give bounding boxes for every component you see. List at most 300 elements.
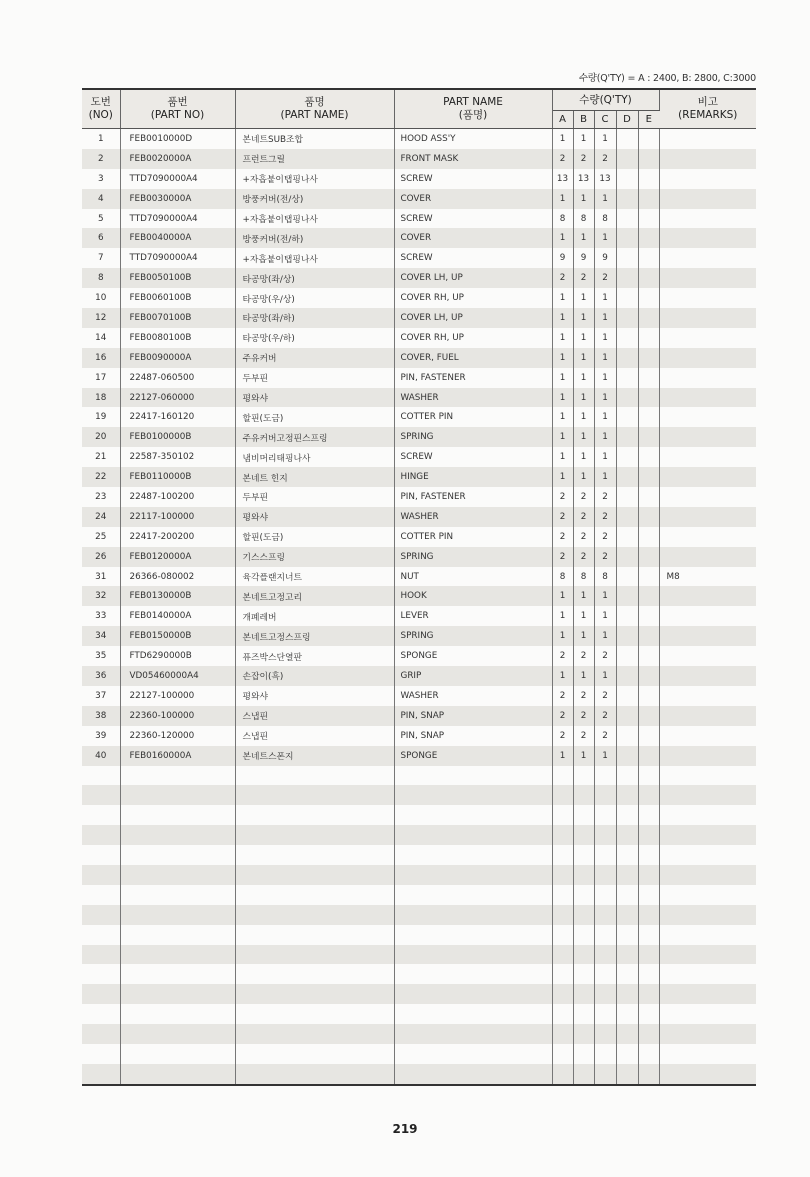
cell-qty-e: [638, 487, 659, 507]
cell-qty-c: [594, 1004, 616, 1024]
cell-part-name-en: SCREW: [394, 209, 552, 229]
cell-qty-b: 1: [573, 626, 594, 646]
cell-part-name-kr: 본네트고정스프링: [235, 626, 394, 646]
cell-part-no: FEB0050100B: [120, 268, 235, 288]
cell-qty-c: [594, 785, 616, 805]
cell-qty-c: [594, 945, 616, 965]
cell-no: [82, 766, 120, 786]
cell-remarks: [659, 865, 756, 885]
cell-remarks: M8: [666, 571, 680, 582]
cell-qty-e: [638, 606, 659, 626]
cell-qty-d: [616, 547, 638, 567]
cell-qty-d: [616, 487, 638, 507]
cell-qty-d: [616, 308, 638, 328]
cell-qty-c: 2: [594, 726, 616, 746]
cell-part-no: [120, 984, 235, 1004]
header-qty-e: E: [638, 111, 659, 129]
cell-qty-d: [616, 447, 638, 467]
cell-qty-b: [573, 1064, 594, 1085]
cell-qty-b: 1: [573, 308, 594, 328]
table-row: [82, 348, 756, 368]
cell-part-name-kr: [235, 905, 394, 925]
cell-part-no: [120, 964, 235, 984]
cell-part-name-kr: 두부핀: [235, 487, 394, 507]
cell-qty-d: [616, 348, 638, 368]
cell-qty-b: 1: [573, 427, 594, 447]
cell-qty-d: [616, 746, 638, 766]
cell-part-name-en: HOOD ASS'Y: [394, 129, 552, 149]
cell-remarks: [659, 507, 756, 527]
cell-qty-d: [616, 288, 638, 308]
cell-no: 32: [82, 586, 120, 606]
cell-no: [82, 1064, 120, 1085]
cell-qty-c: [594, 885, 616, 905]
table-row: [82, 666, 756, 686]
cell-qty-a: [552, 1044, 573, 1064]
cell-part-no: [120, 1064, 235, 1085]
cell-qty-d: [616, 865, 638, 885]
cell-remarks: [659, 885, 756, 905]
cell-part-name-kr: 타공망(좌/상): [235, 268, 394, 288]
table-row: [82, 507, 756, 527]
cell-qty-e: [638, 984, 659, 1004]
cell-remarks: [659, 706, 756, 726]
table-row: [82, 646, 756, 666]
cell-no: 24: [82, 507, 120, 527]
table-row: [82, 149, 756, 169]
cell-qty-a: 1: [552, 388, 573, 408]
cell-no: [82, 825, 120, 845]
cell-part-no: 22417-160120: [120, 407, 235, 427]
cell-qty-d: [616, 527, 638, 547]
cell-part-name-kr: [235, 845, 394, 865]
cell-part-name-en: HINGE: [394, 467, 552, 487]
cell-qty-d: [616, 726, 638, 746]
cell-qty-d: [616, 686, 638, 706]
cell-qty-d: [616, 1024, 638, 1044]
cell-remarks: [659, 766, 756, 786]
cell-part-name-en: WASHER: [394, 686, 552, 706]
cell-part-name-kr: +자흡붙이탭핑나사: [235, 209, 394, 229]
cell-qty-a: 2: [552, 686, 573, 706]
cell-qty-a: [552, 885, 573, 905]
cell-qty-a: 2: [552, 726, 573, 746]
cell-qty-d: [616, 328, 638, 348]
cell-part-no: FEB0140000A: [120, 606, 235, 626]
cell-qty-c: 1: [594, 368, 616, 388]
cell-no: 5: [82, 209, 120, 229]
cell-part-name-en: SPONGE: [394, 646, 552, 666]
cell-qty-a: [552, 945, 573, 965]
table-row: [82, 686, 756, 706]
table-row: [82, 368, 756, 388]
table-row: [82, 427, 756, 447]
parts-table: [82, 88, 756, 1086]
cell-qty-e: [638, 209, 659, 229]
cell-qty-a: 1: [552, 308, 573, 328]
cell-qty-c: 8: [594, 567, 616, 587]
cell-qty-c: 13: [594, 169, 616, 189]
cell-qty-c: 1: [594, 348, 616, 368]
cell-qty-c: 2: [594, 646, 616, 666]
cell-remarks: [659, 407, 756, 427]
cell-part-no: 22127-100000: [120, 686, 235, 706]
cell-remarks: [659, 845, 756, 865]
cell-no: [82, 964, 120, 984]
cell-qty-b: 2: [573, 686, 594, 706]
cell-qty-d: [616, 567, 638, 587]
cell-qty-e: [638, 746, 659, 766]
cell-part-name-en: LEVER: [394, 606, 552, 626]
cell-qty-d: [616, 984, 638, 1004]
cell-qty-b: 8: [573, 567, 594, 587]
cell-qty-d: [616, 388, 638, 408]
cell-qty-a: 1: [552, 129, 573, 149]
cell-remarks: [659, 149, 756, 169]
cell-part-name-kr: [235, 1044, 394, 1064]
cell-qty-e: [638, 129, 659, 149]
table-row: [82, 527, 756, 547]
cell-qty-b: [573, 945, 594, 965]
cell-qty-e: [638, 169, 659, 189]
cell-qty-e: [638, 666, 659, 686]
cell-no: 33: [82, 606, 120, 626]
cell-qty-c: [594, 984, 616, 1004]
cell-qty-e: [638, 1024, 659, 1044]
cell-qty-c: 2: [594, 686, 616, 706]
cell-qty-c: 1: [594, 447, 616, 467]
cell-qty-c: [594, 1064, 616, 1085]
cell-qty-a: 1: [552, 626, 573, 646]
table-row: [82, 586, 756, 606]
table-row: [82, 288, 756, 308]
cell-remarks: [659, 388, 756, 408]
cell-part-name-en: NUT: [394, 567, 552, 587]
cell-qty-b: 1: [573, 129, 594, 149]
cell-qty-c: 1: [594, 189, 616, 209]
cell-qty-e: [638, 1004, 659, 1024]
cell-qty-e: [638, 467, 659, 487]
cell-qty-a: [552, 925, 573, 945]
cell-qty-e: [638, 348, 659, 368]
cell-qty-b: [573, 964, 594, 984]
cell-qty-c: [594, 766, 616, 786]
cell-no: 40: [82, 746, 120, 766]
cell-qty-b: 1: [573, 746, 594, 766]
cell-part-no: FEB0030000A: [120, 189, 235, 209]
cell-remarks: [659, 467, 756, 487]
cell-qty-d: [616, 1064, 638, 1085]
table-row-blank: [82, 865, 756, 885]
cell-no: [82, 1044, 120, 1064]
cell-qty-d: [616, 706, 638, 726]
cell-no: 10: [82, 288, 120, 308]
cell-qty-b: 1: [573, 467, 594, 487]
cell-qty-b: 2: [573, 507, 594, 527]
cell-no: [82, 1004, 120, 1024]
cell-qty-e: [638, 567, 659, 587]
cell-qty-b: [573, 766, 594, 786]
cell-qty-b: [573, 1044, 594, 1064]
cell-remarks: [659, 1044, 756, 1064]
cell-part-name-kr: [235, 766, 394, 786]
cell-remarks: [659, 328, 756, 348]
cell-part-name-kr: 주유커버고정핀스프링: [235, 427, 394, 447]
cell-qty-a: 1: [552, 427, 573, 447]
cell-part-name-en: COVER RH, UP: [394, 288, 552, 308]
cell-part-no: VD05460000A4: [120, 666, 235, 686]
cell-part-no: [120, 925, 235, 945]
cell-qty-e: [638, 686, 659, 706]
cell-part-name-en: SPRING: [394, 626, 552, 646]
cell-qty-d: [616, 646, 638, 666]
cell-qty-d: [616, 248, 638, 268]
cell-part-name-en: [394, 785, 552, 805]
cell-qty-d: [616, 169, 638, 189]
cell-no: 37: [82, 686, 120, 706]
cell-remarks: [659, 825, 756, 845]
cell-qty-e: [638, 945, 659, 965]
cell-part-name-kr: 스냅핀: [235, 706, 394, 726]
table-row: [82, 706, 756, 726]
cell-qty-c: 1: [594, 228, 616, 248]
cell-part-name-en: [394, 1044, 552, 1064]
cell-remarks: [659, 746, 756, 766]
cell-qty-b: [573, 825, 594, 845]
cell-qty-b: 1: [573, 228, 594, 248]
cell-no: 8: [82, 268, 120, 288]
cell-remarks: [659, 805, 756, 825]
cell-qty-d: [616, 129, 638, 149]
cell-part-name-kr: 손잡이(흑): [235, 666, 394, 686]
cell-remarks: [659, 686, 756, 706]
cell-qty-e: [638, 706, 659, 726]
cell-part-no: 22487-100200: [120, 487, 235, 507]
table-row-blank: [82, 984, 756, 1004]
cell-qty-c: 2: [594, 507, 616, 527]
cell-qty-a: 2: [552, 268, 573, 288]
cell-qty-b: 13: [573, 169, 594, 189]
cell-qty-c: 2: [594, 547, 616, 567]
cell-part-name-en: [394, 805, 552, 825]
cell-qty-b: 1: [573, 368, 594, 388]
cell-part-name-en: [394, 766, 552, 786]
cell-remarks: [659, 228, 756, 248]
table-row: [82, 407, 756, 427]
cell-part-name-kr: 평와샤: [235, 686, 394, 706]
cell-qty-b: 2: [573, 149, 594, 169]
cell-part-name-kr: 본네트스폰지: [235, 746, 394, 766]
cell-part-no: [120, 885, 235, 905]
cell-part-no: 22127-060000: [120, 388, 235, 408]
cell-no: 26: [82, 547, 120, 567]
cell-qty-c: 2: [594, 706, 616, 726]
cell-qty-a: 2: [552, 527, 573, 547]
cell-part-no: 26366-080002: [120, 567, 235, 587]
table-row-blank: [82, 885, 756, 905]
cell-part-no: [120, 1004, 235, 1024]
cell-part-no: 22117-100000: [120, 507, 235, 527]
cell-no: 39: [82, 726, 120, 746]
cell-qty-a: [552, 865, 573, 885]
cell-part-no: FEB0160000A: [120, 746, 235, 766]
cell-qty-e: [638, 865, 659, 885]
cell-no: 25: [82, 527, 120, 547]
cell-remarks: [659, 586, 756, 606]
cell-qty-e: [638, 1064, 659, 1085]
cell-qty-a: 1: [552, 288, 573, 308]
cell-qty-c: 1: [594, 626, 616, 646]
cell-part-name-kr: 두부핀: [235, 368, 394, 388]
cell-qty-b: [573, 984, 594, 1004]
cell-qty-e: [638, 527, 659, 547]
cell-remarks: [659, 925, 756, 945]
cell-no: 12: [82, 308, 120, 328]
cell-part-name-en: SCREW: [394, 447, 552, 467]
cell-qty-d: [616, 905, 638, 925]
cell-qty-e: [638, 427, 659, 447]
cell-remarks: [659, 646, 756, 666]
cell-qty-d: [616, 228, 638, 248]
cell-remarks: [659, 169, 756, 189]
cell-qty-d: [616, 1044, 638, 1064]
cell-no: 3: [82, 169, 120, 189]
cell-part-name-en: [394, 1004, 552, 1024]
cell-part-name-kr: 기스스프링: [235, 547, 394, 567]
cell-qty-c: 1: [594, 586, 616, 606]
cell-qty-c: 1: [594, 666, 616, 686]
table-body: [82, 129, 756, 1085]
cell-part-no: FEB0120000A: [120, 547, 235, 567]
cell-part-name-kr: [235, 865, 394, 885]
cell-qty-d: [616, 149, 638, 169]
cell-part-name-kr: 평와샤: [235, 388, 394, 408]
cell-no: [82, 845, 120, 865]
cell-part-no: FEB0110000B: [120, 467, 235, 487]
cell-no: [82, 945, 120, 965]
table-row-blank: [82, 1064, 756, 1085]
cell-no: 17: [82, 368, 120, 388]
cell-no: 35: [82, 646, 120, 666]
cell-qty-c: [594, 925, 616, 945]
cell-qty-d: [616, 368, 638, 388]
cell-qty-e: [638, 368, 659, 388]
cell-qty-c: 2: [594, 527, 616, 547]
cell-qty-e: [638, 626, 659, 646]
table-row: [82, 248, 756, 268]
cell-qty-b: [573, 785, 594, 805]
cell-remarks: [659, 209, 756, 229]
cell-part-no: FEB0020000A: [120, 149, 235, 169]
cell-part-name-en: COTTER PIN: [394, 527, 552, 547]
cell-part-name-en: COTTER PIN: [394, 407, 552, 427]
table-row: [82, 129, 756, 149]
cell-part-name-en: SCREW: [394, 169, 552, 189]
cell-qty-c: [594, 845, 616, 865]
cell-qty-a: 1: [552, 348, 573, 368]
cell-part-name-kr: 주유커버: [235, 348, 394, 368]
cell-qty-a: [552, 766, 573, 786]
cell-qty-b: [573, 865, 594, 885]
cell-part-name-kr: 스냅핀: [235, 726, 394, 746]
cell-qty-c: [594, 1044, 616, 1064]
cell-qty-e: [638, 328, 659, 348]
cell-part-no: FEB0080100B: [120, 328, 235, 348]
cell-part-name-en: FRONT MASK: [394, 149, 552, 169]
cell-part-name-en: PIN, SNAP: [394, 706, 552, 726]
cell-qty-d: [616, 805, 638, 825]
cell-qty-a: 8: [552, 209, 573, 229]
cell-part-name-kr: [235, 1004, 394, 1024]
cell-no: 22: [82, 467, 120, 487]
cell-remarks: [659, 129, 756, 149]
cell-part-name-kr: 할핀(도금): [235, 407, 394, 427]
cell-part-name-en: GRIP: [394, 666, 552, 686]
cell-part-name-en: [394, 945, 552, 965]
cell-qty-c: 1: [594, 427, 616, 447]
cell-no: [82, 885, 120, 905]
cell-qty-d: [616, 209, 638, 229]
cell-no: [82, 785, 120, 805]
cell-qty-b: 2: [573, 706, 594, 726]
table-row: [82, 746, 756, 766]
cell-qty-c: 2: [594, 149, 616, 169]
cell-qty-d: [616, 586, 638, 606]
cell-qty-d: [616, 189, 638, 209]
cell-part-name-en: COVER, FUEL: [394, 348, 552, 368]
cell-qty-d: [616, 885, 638, 905]
cell-qty-b: 8: [573, 209, 594, 229]
cell-remarks: [659, 487, 756, 507]
cell-part-name-en: COVER: [394, 189, 552, 209]
cell-remarks: [659, 945, 756, 965]
cell-no: [82, 1024, 120, 1044]
cell-qty-e: [638, 805, 659, 825]
cell-qty-c: 1: [594, 328, 616, 348]
cell-remarks: [659, 288, 756, 308]
cell-qty-d: [616, 427, 638, 447]
cell-qty-a: 1: [552, 746, 573, 766]
cell-part-name-kr: 방풍커버(전/하): [235, 228, 394, 248]
cell-qty-e: [638, 268, 659, 288]
header-part-name-kr: 품명 (PART NAME): [235, 89, 394, 129]
cell-no: [82, 925, 120, 945]
cell-part-name-en: SPRING: [394, 427, 552, 447]
cell-part-name-en: [394, 964, 552, 984]
cell-qty-b: 2: [573, 646, 594, 666]
table-row-blank: [82, 785, 756, 805]
header-part-no: 품번 (PART NO): [120, 89, 235, 129]
cell-part-name-en: [394, 1064, 552, 1085]
cell-qty-c: 9: [594, 248, 616, 268]
cell-qty-c: [594, 805, 616, 825]
cell-part-no: FEB0010000D: [120, 129, 235, 149]
cell-qty-b: 1: [573, 388, 594, 408]
cell-remarks: [659, 726, 756, 746]
cell-part-name-kr: 육각플랜지너트: [235, 567, 394, 587]
cell-part-no: 22587-350102: [120, 447, 235, 467]
cell-part-name-en: [394, 984, 552, 1004]
cell-qty-b: [573, 905, 594, 925]
table-row: [82, 228, 756, 248]
cell-qty-b: 1: [573, 606, 594, 626]
cell-remarks: [659, 984, 756, 1004]
table-row: [82, 388, 756, 408]
cell-qty-a: [552, 805, 573, 825]
cell-part-name-en: SPRING: [394, 547, 552, 567]
cell-qty-b: 1: [573, 447, 594, 467]
cell-part-no: [120, 825, 235, 845]
